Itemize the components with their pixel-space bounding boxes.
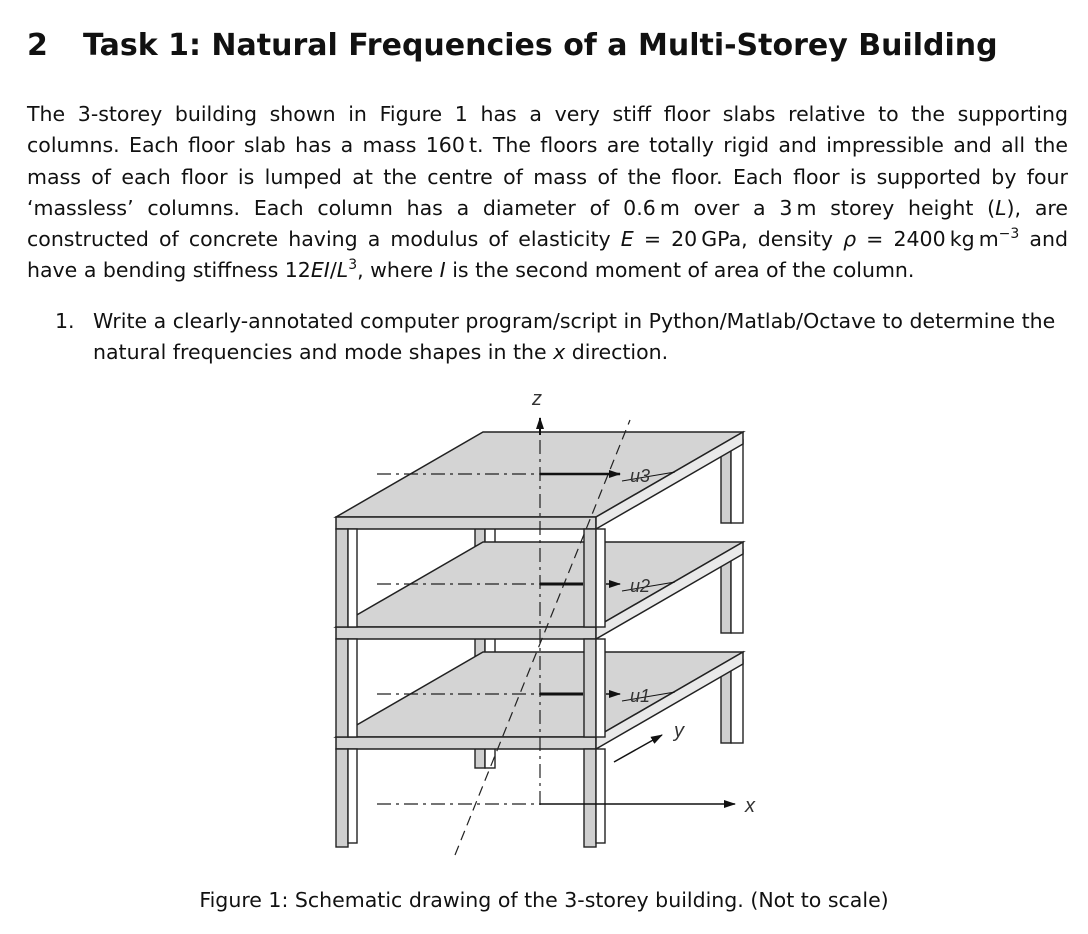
sentence-6-end: is the second moment of area of the column. — [445, 258, 915, 283]
x-axis-label: x — [745, 795, 755, 817]
front-left-column-1b — [348, 529, 357, 627]
front-left-column-2 — [336, 639, 348, 737]
list-text-start: Write a clearly-annotated computer program/script in Python/Matlab/Octave to determine the natural frequencies and mode shapes in the — [93, 309, 1056, 365]
front-right-column-2 — [584, 639, 596, 737]
l-symbol: L — [336, 258, 349, 283]
l-exponent: 3 — [348, 257, 358, 274]
front-left-column-2b — [348, 639, 357, 737]
back-right-column-2b — [731, 550, 743, 633]
back-right-column-2 — [721, 557, 731, 633]
slash: / — [329, 258, 337, 283]
front-right-column-3 — [584, 749, 596, 847]
task-list-item — [55, 306, 1068, 369]
front-left-column-3b — [348, 749, 357, 843]
back-left-column-stub-3 — [475, 748, 485, 768]
sentence-3: The floors are totally rigid and impressible and all the mass of each floor is lumped at the centre of mass of the floor. — [27, 133, 1068, 189]
front-left-column-3 — [336, 749, 348, 847]
sentence-1: The 3-storey building shown in Figure 1 has a very stiff floor slabs relative to the supporting columns. — [27, 102, 1068, 158]
sentence-5-end: ), are constructed of concrete having a modulus of elasticity — [27, 195, 1068, 252]
x-direction-symbol: x — [553, 340, 566, 365]
front-right-column-1 — [584, 529, 596, 627]
slab-3-front — [336, 517, 596, 529]
i-symbol: I — [439, 258, 446, 283]
modulus-value: = 20 GPa, density — [633, 227, 844, 252]
task-description-paragraph — [27, 99, 1068, 287]
slab-1-front — [336, 737, 596, 749]
section-heading — [27, 28, 998, 63]
front-right-column-1b — [596, 529, 605, 627]
u2-label: u2 — [630, 576, 651, 596]
density-exponent: −3 — [998, 226, 1020, 243]
list-marker: 1. — [55, 309, 75, 333]
sentence-5: Each column has a diameter of 0.6 m over a 3 m storey height ( — [253, 195, 996, 220]
figure-caption: Figure 1: Schematic drawing of the 3-storey building. (Not to scale) — [199, 888, 889, 912]
back-right-column-1b — [731, 440, 743, 523]
section-title: Task 1: Natural Frequencies of a Multi-Storey Building — [83, 28, 998, 63]
modulus-symbol: E — [620, 227, 634, 252]
storey-height-symbol: L — [995, 195, 1007, 220]
building-schematic-figure — [300, 380, 800, 860]
sentence-2: Each floor slab has a mass 160 t. — [129, 133, 484, 158]
u1-label: u1 — [630, 686, 651, 706]
y-axis-label: y — [674, 720, 684, 742]
z-axis-label: z — [532, 388, 542, 410]
list-item-text — [93, 306, 1068, 369]
density-value: = 2400 kg m — [856, 227, 999, 252]
sentence-4: Each floor is supported by four ‘massless’ columns. — [27, 164, 1068, 220]
slab-2-front — [336, 627, 596, 639]
front-left-column-1 — [336, 529, 348, 627]
sentence-6-start: and have a bending stiffness 12 — [27, 227, 1068, 283]
front-right-column-3b — [596, 749, 605, 843]
where-text: , where — [357, 258, 440, 283]
y-axis-arrow — [614, 735, 662, 762]
front-right-column-2b — [596, 639, 605, 737]
section-number: 2 — [27, 28, 48, 63]
back-right-column-3b — [731, 660, 743, 743]
density-symbol: ρ — [843, 227, 857, 252]
list-text-end: direction. — [565, 340, 669, 365]
back-right-column-1 — [721, 447, 731, 523]
u3-label: u3 — [630, 466, 651, 486]
ei-symbol: EI — [310, 258, 330, 283]
back-right-column-3 — [721, 667, 731, 743]
